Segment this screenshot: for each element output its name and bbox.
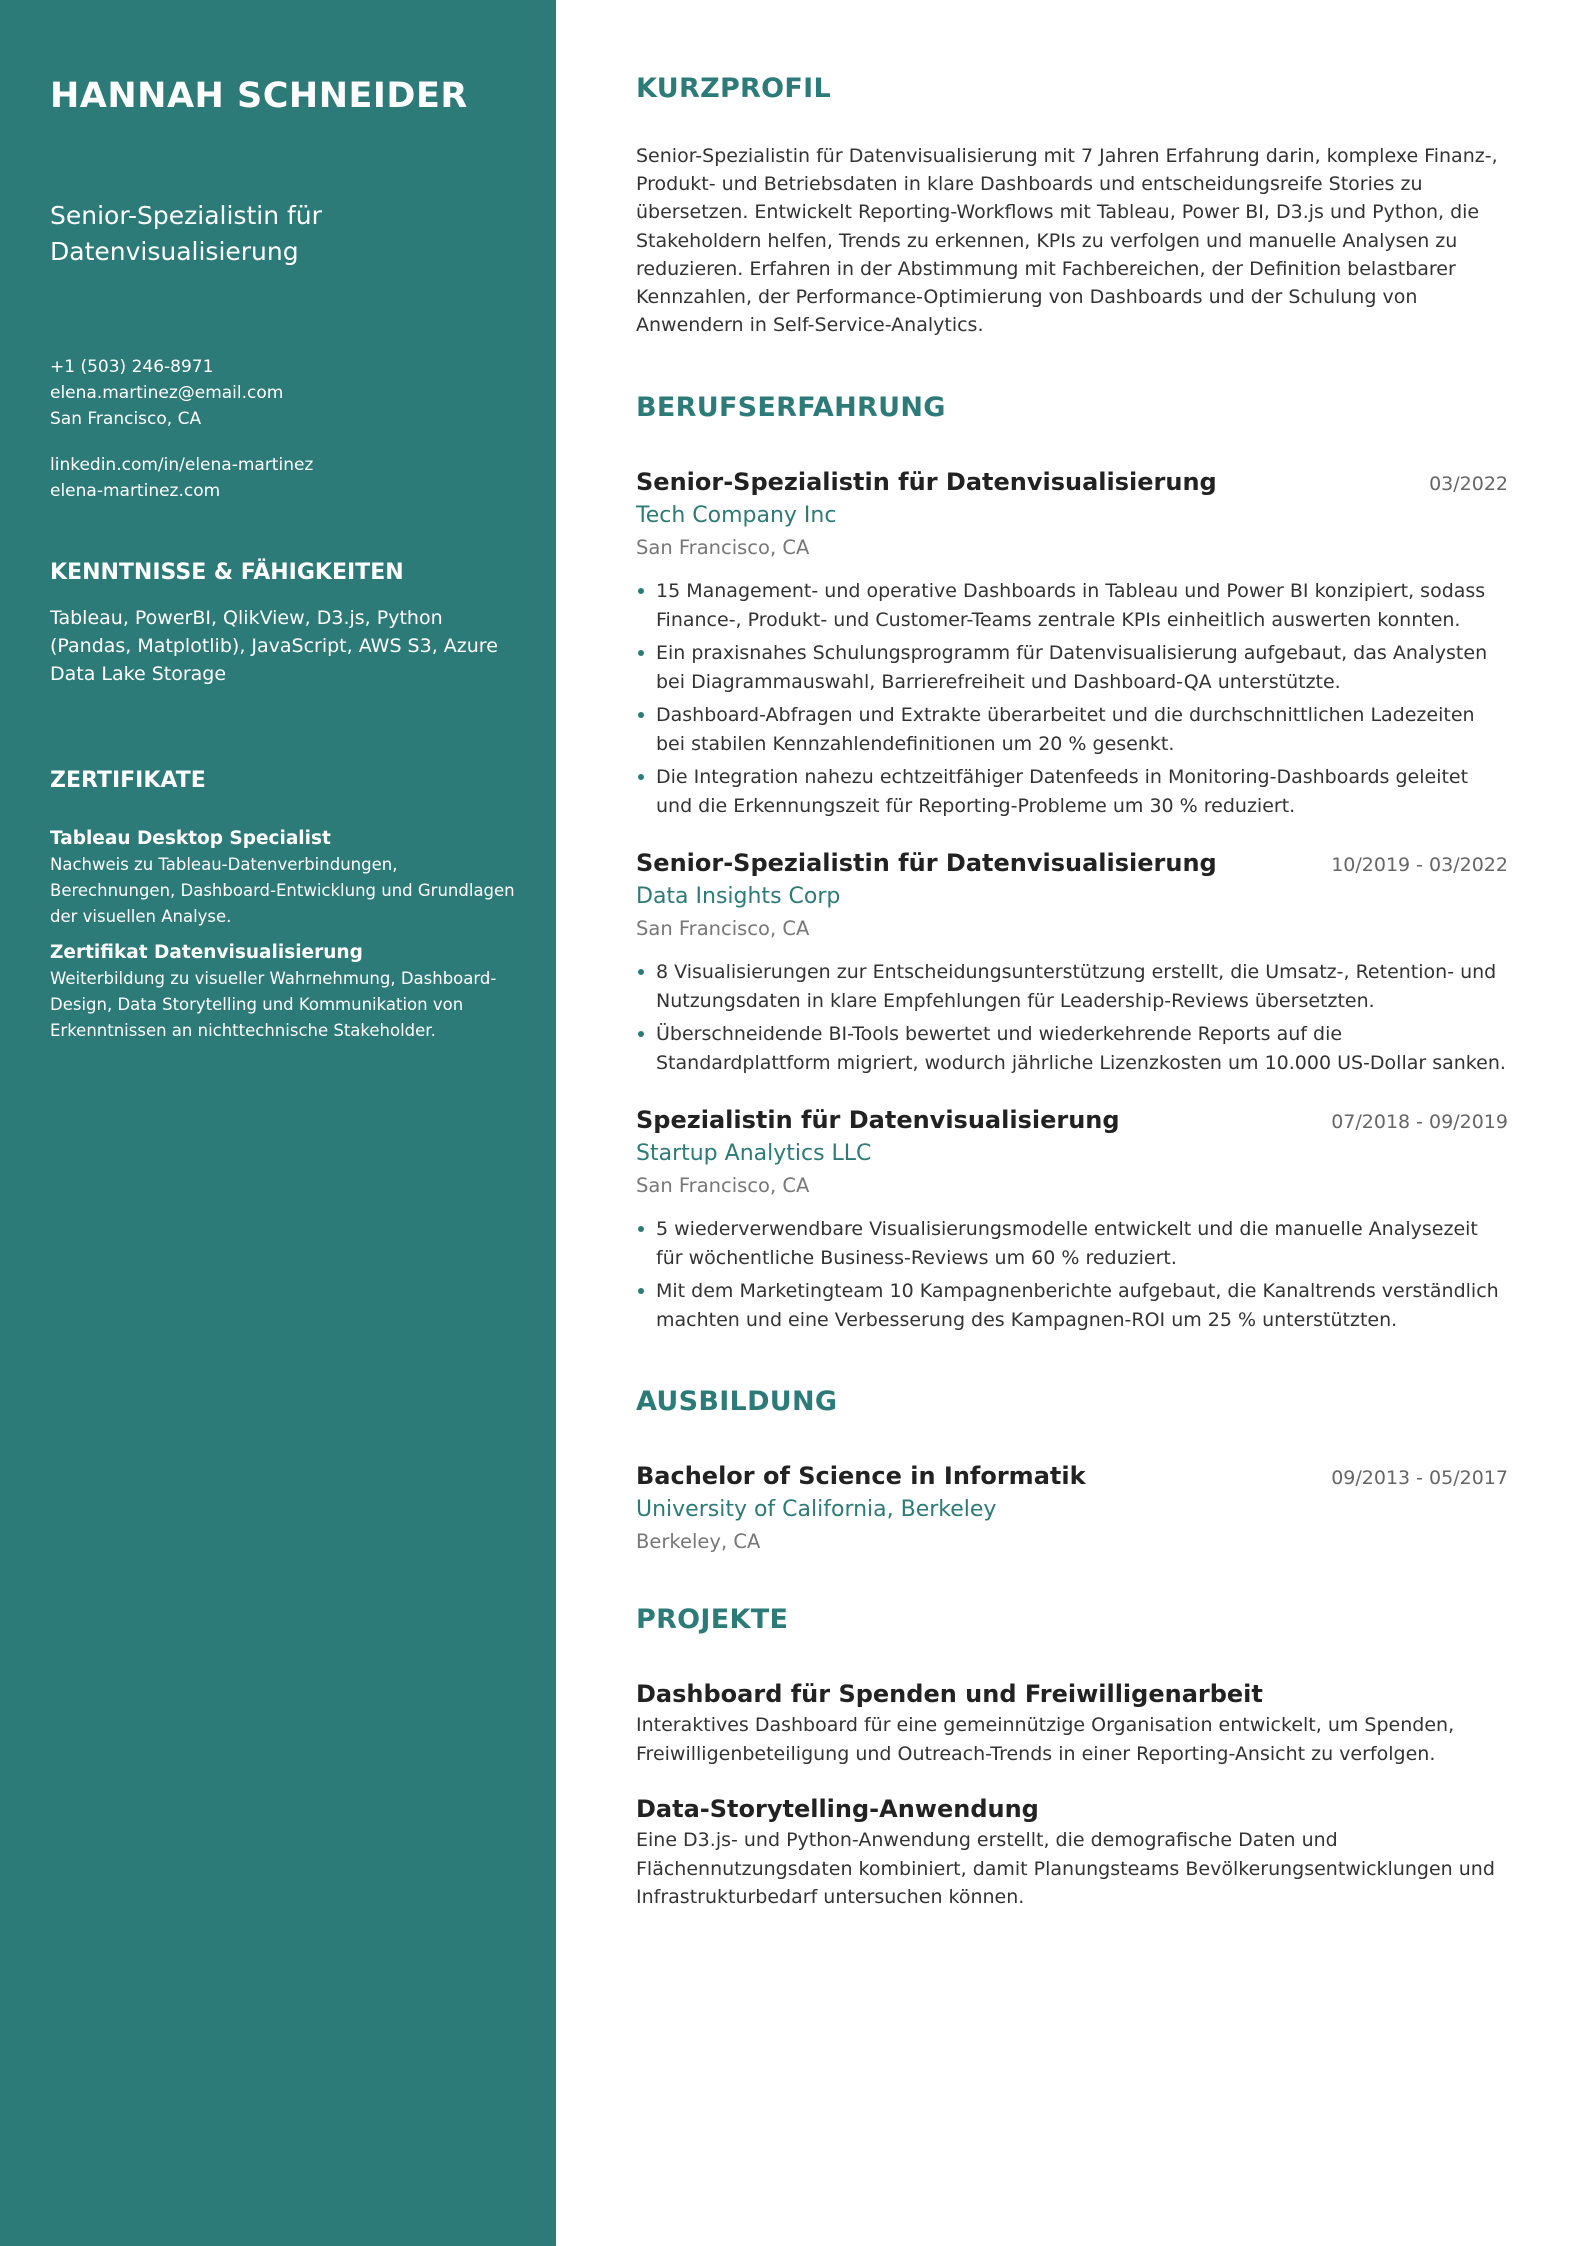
school-location: Berkeley, CA [636,1530,761,1554]
job-bullet: 15 Management- und operative Dashboards in Tableau und Power BI konzipiert, sodass Finance-, Produkt- und Customer-Teams zentrale KPIs einheitlich auswerten konnten. [636,577,1508,634]
education-heading: AUSBILDUNG [636,1386,838,1418]
job-company: Data Insights Corp [636,884,841,910]
job-title: Spezialistin für Datenvisualisierung [636,1106,1120,1135]
linkedin-link[interactable]: linkedin.com/in/elena-martinez [50,455,314,475]
skills-heading: KENNTNISSE & FÄHIGKEITEN [50,560,404,585]
certificate-name: Tableau Desktop Specialist [50,828,331,849]
skills-text: Tableau, PowerBI, QlikView, D3.js, Python (Pandas, Matplotlib), JavaScript, AWS S3, Azure Data Lake Storage [50,607,498,685]
phone-number: +1 (503) 246-8971 [50,357,214,377]
project-title: Dashboard für Spenden und Freiwilligenarbeit [636,1680,1263,1709]
summary-heading: KURZPROFIL [636,73,831,104]
job-bullet: Die Integration nahezu echtzeitfähiger Datenfeeds in Monitoring-Dashboards geleitet und die Erkennungszeit für Reporting-Probleme um 30 % reduziert. [636,763,1508,820]
job-bullet: Mit dem Marketingteam 10 Kampagnenberichte aufgebaut, die Kanaltrends verständlich machten und eine Verbesserung des Kampagnen-ROI um 25 % unterstützten. [636,1277,1508,1334]
main-content [636,70,1508,1912]
sidebar [0,0,556,2246]
job-bullet: 8 Visualisierungen zur Entscheidungsunterstützung erstellt, die Umsatz-, Retention- und Nutzungsdaten in klare Empfehlungen für Leadership-Reviews übersetzten. [636,958,1508,1015]
job-bullet: Überschneidende BI-Tools bewertet und wiederkehrende Reports auf die Standardplattform migriert, wodurch jährliche Lizenzkosten um 10.000 US-Dollar sanken. [636,1020,1508,1077]
job-bullet: 5 wiederverwendbare Visualisierungsmodelle entwickelt und die manuelle Analysezeit für wöchentliche Business-Reviews um 60 % reduziert. [636,1215,1508,1272]
school-name: University of California, Berkeley [636,1497,997,1523]
job-location: San Francisco, CA [636,917,810,941]
certificates-heading: ZERTIFIKATE [50,768,206,793]
job-bullet: Dashboard-Abfragen und Extrakte überarbeitet und die durchschnittlichen Ladezeiten bei stabilen Kennzahlendefinitionen um 20 % gesenkt. [636,701,1508,758]
job-entry [636,465,1508,820]
job-date: 07/2018 - 09/2019 [1331,1111,1508,1134]
job-bullets [636,577,1508,820]
job-title: Senior-Spezialistin für Datenvisualisierung [636,849,1217,878]
job-entry [636,1103,1508,1334]
summary-text: Senior-Spezialistin für Datenvisualisierung mit 7 Jahren Erfahrung darin, komplexe Finanz-, Produkt- und Betriebsdaten in klare Dashboards und entscheidungsreife Stories zu übersetzen. Entwickelt Reporting-Workflows mit Tableau, Power BI, D3.js und Python, die Stakeholdern helfen, Trends zu erkennen, KPIs zu verfolgen und manuelle Analysen zu reduzieren. Erfahren in der Abstimmung mit Fachbereichen, der Definition belastbarer Kennzahlen, der Performance-Optimierung von Dashboards und der Schulung von Anwendern in Self-Service-Analytics. [636,145,1498,337]
certificate-item [50,826,515,930]
job-date: 03/2022 [1429,473,1508,496]
projects-heading: PROJEKTE [636,1604,789,1636]
job-bullet: Ein praxisnahes Schulungsprogramm für Datenvisualisierung aufgebaut, das Analysten bei Diagrammauswahl, Barrierefreiheit und Dashboard-QA unterstützte. [636,639,1508,696]
job-company: Startup Analytics LLC [636,1141,872,1167]
job-bullets [636,958,1508,1077]
project-title: Data-Storytelling-Anwendung [636,1795,1039,1824]
candidate-title: Senior-Spezialistin für Datenvisualisierung [50,201,322,266]
job-entry [636,846,1508,1077]
job-date: 10/2019 - 03/2022 [1331,854,1508,877]
education-entry [636,1459,1508,1557]
website-link[interactable]: elena-martinez.com [50,481,221,501]
job-bullets [636,1215,1508,1334]
certificate-item [50,940,506,1044]
location: San Francisco, CA [50,409,202,429]
certificate-description: Weiterbildung zu visueller Wahrnehmung, Dashboard-Design, Data Storytelling und Kommunikation von Erkenntnissen an nichttechnische Stakeholder. [50,969,497,1040]
certificates-list [50,826,515,1044]
certificate-name: Zertifikat Datenvisualisierung [50,942,363,963]
experience-heading: BERUFSERFAHRUNG [636,392,946,424]
job-company: Tech Company Inc [636,503,837,529]
education-date: 09/2013 - 05/2017 [1331,1467,1508,1490]
contact-links [50,452,506,504]
project-entry [636,1677,1508,1768]
degree-title: Bachelor of Science in Informatik [636,1462,1086,1491]
project-description: Interaktives Dashboard für eine gemeinnützige Organisation entwickelt, um Spenden, Freiwilligenbeteiligung und Outreach-Trends in einer Reporting-Ansicht zu verfolgen. [636,1714,1455,1765]
certificate-description: Nachweis zu Tableau-Datenverbindungen, Berechnungen, Dashboard-Entwicklung und Grundlagen der visuellen Analyse. [50,855,515,926]
project-entry [636,1792,1508,1912]
contact-block [50,354,506,432]
job-title: Senior-Spezialistin für Datenvisualisierung [636,468,1217,497]
candidate-name: HANNAH SCHNEIDER [50,76,468,116]
job-location: San Francisco, CA [636,1174,810,1198]
email-address[interactable]: elena.martinez@email.com [50,383,284,403]
job-location: San Francisco, CA [636,536,810,560]
project-description: Eine D3.js- und Python-Anwendung erstellt, die demografische Daten und Flächennutzungsdaten kombiniert, damit Planungsteams Bevölkerungsentwicklungen und Infrastrukturbedarf untersuchen können. [636,1829,1495,1909]
